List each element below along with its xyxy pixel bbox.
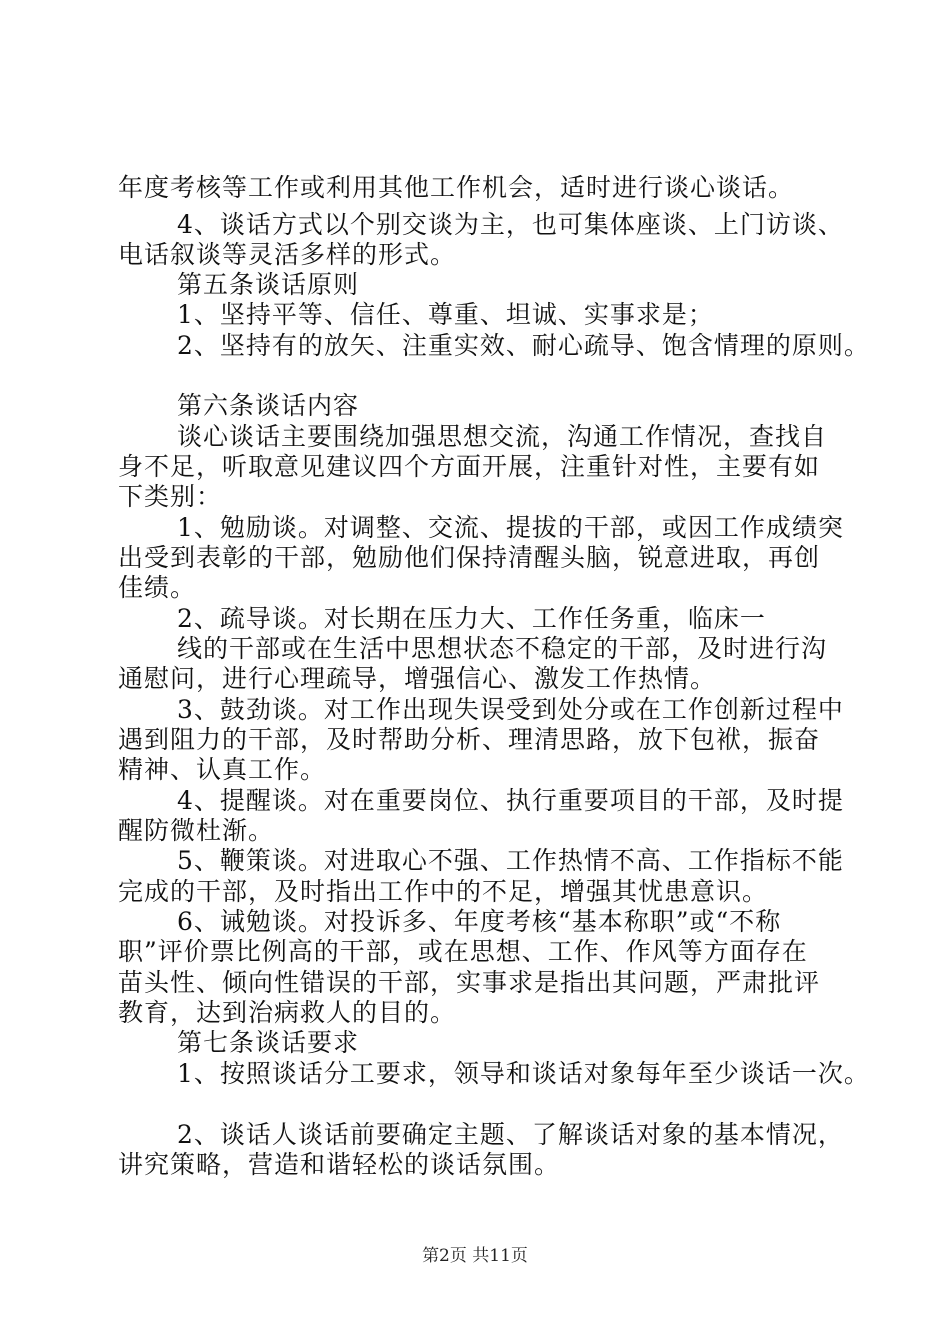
section-heading: 第六条谈话内容 — [177, 391, 360, 420]
paragraph-line: 精神、认真工作。 — [118, 755, 327, 784]
paragraph-line: 1、坚持平等、信任、尊重、坦诚、实事求是； — [177, 300, 714, 329]
paragraph-line: 2、疏导谈。对长期在压力大、工作任务重，临床一 — [177, 604, 766, 633]
paragraph-line: 完成的干部，及时指出工作中的不足，增强其忧患意识。 — [118, 877, 769, 906]
paragraph-line: 出受到表彰的干部，勉励他们保持清醒头脑，锐意进取，再创 — [118, 543, 821, 572]
section-heading: 第五条谈话原则 — [177, 270, 360, 299]
paragraph-line: 6、诫勉谈。对投诉多、年度考核“基本称职”或“不称 — [177, 907, 782, 936]
paragraph-line: 3、鼓劲谈。对工作出现失误受到处分或在工作创新过程中 — [177, 695, 844, 724]
paragraph-line: 电话叙谈等灵活多样的形式。 — [118, 240, 457, 269]
page-number-label: 第2页 共11页 — [422, 1246, 528, 1266]
paragraph-line: 职”评价票比例高的干部，或在思想、工作、作风等方面存在 — [118, 937, 808, 966]
paragraph-line: 4、提醒谈。对在重要岗位、执行重要项目的干部，及时提 — [177, 786, 844, 815]
paragraph-line: 5、鞭策谈。对进取心不强、工作热情不高、工作指标不能 — [177, 846, 844, 875]
paragraph-line: 4、谈话方式以个别交谈为主，也可集体座谈、上门访谈、 — [177, 210, 844, 239]
paragraph-line: 佳绩。 — [118, 573, 197, 602]
paragraph-line: 教育，达到治病救人的目的。 — [118, 998, 457, 1027]
paragraph-line: 谈心谈话主要围绕加强思想交流，沟通工作情况，查找自 — [177, 422, 828, 451]
paragraph-line: 身不足，听取意见建议四个方面开展，注重针对性，主要有如 — [118, 452, 821, 481]
paragraph-line: 1、勉励谈。对调整、交流、提拔的干部，或因工作成绩突 — [177, 513, 844, 542]
paragraph-line: 2、谈话人谈话前要确定主题、了解谈话对象的基本情况， — [177, 1120, 844, 1149]
paragraph-line: 下类别： — [118, 482, 223, 511]
paragraph-line: 1、按照谈话分工要求，领导和谈话对象每年至少谈话一次。 — [177, 1059, 870, 1088]
paragraph-line: 遇到阻力的干部，及时帮助分析、理清思路，放下包袱，振奋 — [118, 725, 821, 754]
section-heading: 第七条谈话要求 — [177, 1028, 360, 1057]
paragraph-line: 年度考核等工作或利用其他工作机会，适时进行谈心谈话。 — [118, 173, 795, 202]
page-footer — [0, 1246, 950, 1266]
paragraph-line: 苗头性、倾向性错误的干部，实事求是指出其问题，严肃批评 — [118, 968, 821, 997]
paragraph-line: 线的干部或在生活中思想状态不稳定的干部，及时进行沟 — [177, 634, 828, 663]
paragraph-line: 通慰问，进行心理疏导，增强信心、激发工作热情。 — [118, 664, 717, 693]
paragraph-line: 醒防微杜渐。 — [118, 816, 275, 845]
paragraph-line: 2、坚持有的放矢、注重实效、耐心疏导、饱含情理的原则。 — [177, 331, 870, 360]
paragraph-line: 讲究策略，营造和谐轻松的谈话氛围。 — [118, 1150, 561, 1179]
